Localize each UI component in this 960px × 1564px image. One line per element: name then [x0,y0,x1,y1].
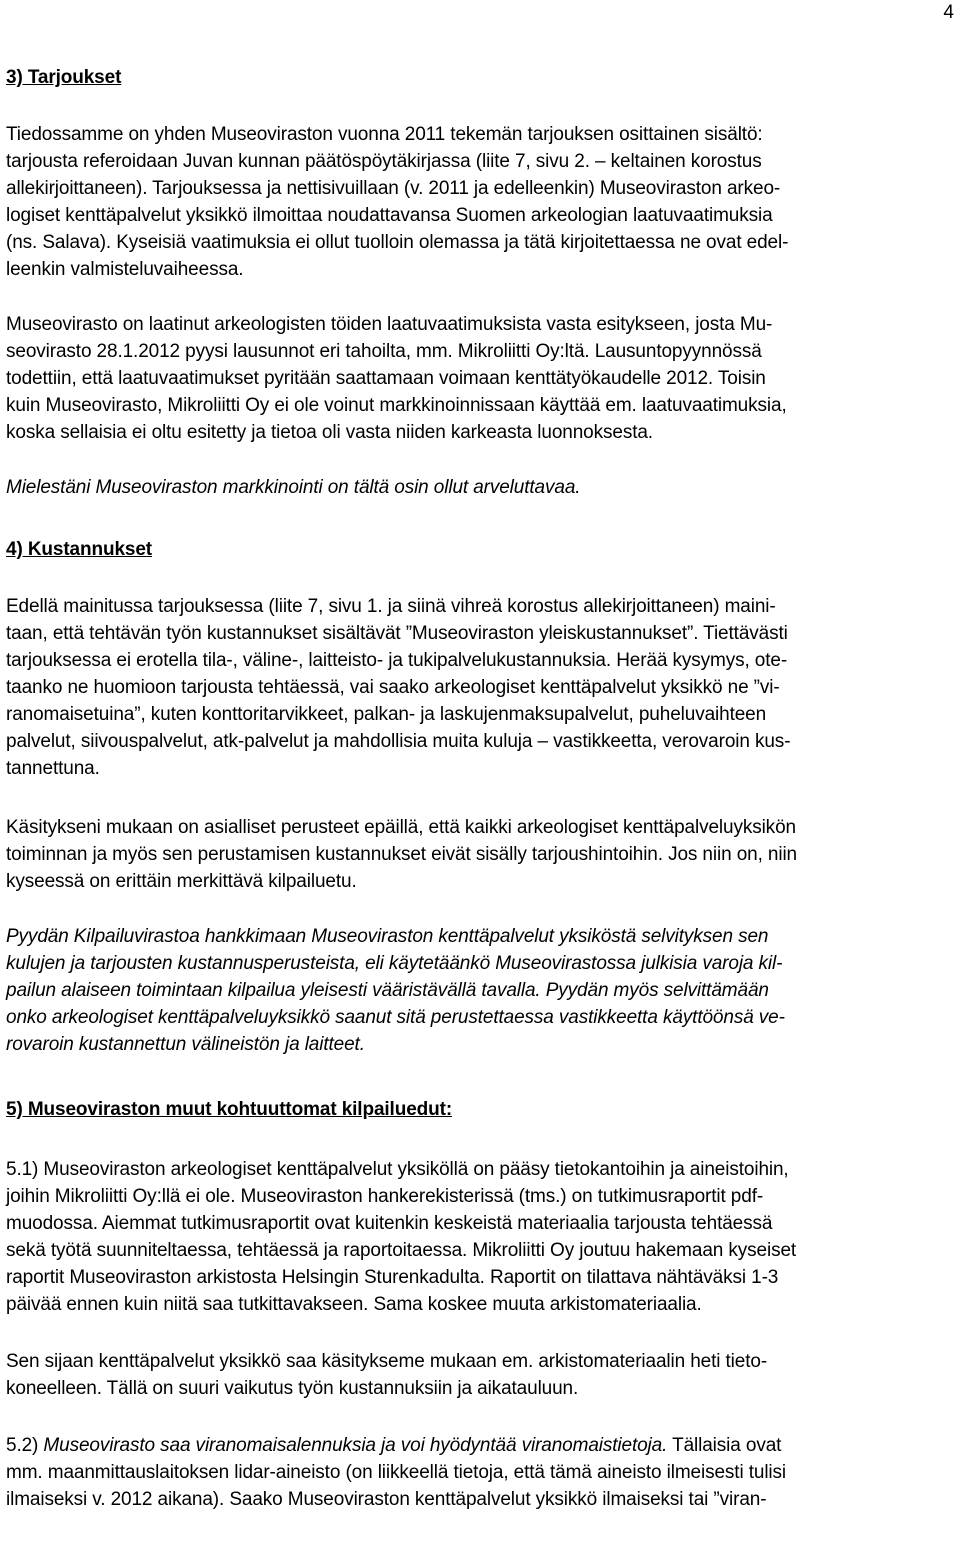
paragraph-kilpailuedut-1: 5.1) Museoviraston arkeologiset kenttäpalvelut yksiköllä on pääsy tietokantoihin ja aineistoihin, joihin Mikroliitti Oy:llä ei ole. Museoviraston hankerekisterissä (tms.) on tutkimusraportit pdf- muodossa. Aiemmat tutkimusraportit ovat kuitenkin keskeistä materiaalia tarjousta tehtäessä sekä työtä suunniteltaessa, tehtäessä ja raportoitaessa. Mikroliitti Oy joutuu hakemaan kyseiset raportit Museoviraston arkistosta Helsingin Sturenkadulta. Raportit on tilattava nähtäväksi 1-3 päivää ennen kuin niitä saa tutkittavakseen. Sama koskee muuta arkistomateriaalia. [6,1159,797,1315]
paragraph-tarjoukset-3: Mielestäni Museoviraston markkinointi on tältä osin ollut arveluttavaa. [6,477,581,498]
document-body [6,64,950,1513]
paragraph-tarjoukset-2: Museovirasto on laatinut arkeologisten töiden laatuvaatimuksista vasta esitykseen, josta Mu- seovirasto 28.1.2012 pyysi lausunnot eri tahoilta, mm. Mikroliitti Oy:ltä. Lausuntopyynnössä todettiin, että laatuvaatimukset pyritään saattamaan voimaan kenttätyökaudelle 2012. Toisin kuin Museovirasto, Mikroliitti Oy ei ole voinut markkinoinnissaan käyttää em. laatuvaatimuksia, koska sellaisia ei oltu esitetty ja tietoa oli vasta niiden karkeasta luonnoksesta. [6,314,787,443]
paragraph-kustannukset-2: Käsitykseni mukaan on asialliset perusteet epäillä, että kaikki arkeologiset kenttäpalveluyksikön toiminnan ja myös sen perustamisen kustannukset eivät sisälly tarjoushintoihin. Jos niin on, niin kyseessä on erittäin merkittävä kilpailuetu. [6,817,797,892]
section-heading-kustannukset: 4) Kustannukset [6,539,153,560]
section-heading-tarjoukset: 3) Tarjoukset [6,67,122,88]
paragraph-kilpailuedut-3 [6,1432,950,1513]
paragraph-kilpailuedut-2: Sen sijaan kenttäpalvelut yksikkö saa käsitykseme mukaan em. arkistomateriaalin heti tieto- koneelleen. Tällä on suuri vaikutus työn kustannuksiin ja aikatauluun. [6,1351,768,1399]
paragraph-kilpailuedut-3-italic: Museovirasto saa viranomaisalennuksia ja voi hyödyntää viranomaistietoja. [43,1435,668,1456]
paragraph-kustannukset-3: Pyydän Kilpailuvirastoa hankkimaan Museoviraston kenttäpalvelut yksiköstä selvityksen sen kulujen ja tarjousten kustannusperusteista, eli käytetäänkö Museovirastossa julkisia varoja kil- pailun alaiseen toimintaan kilpailua yleisesti vääristävällä tavalla. Pyydän myös selvittämään onko arkeologiset kenttäpalveluyksikkö saanut sitä perustettaessa vastikkeetta käyttöönsä ve- rovaroin kustannettun välineistön ja laitteet. [6,926,785,1055]
paragraph-tarjoukset-1: Tiedossamme on yhden Museoviraston vuonna 2011 tekemän tarjouksen osittainen sisältö: tarjousta referoidaan Juvan kunnan päätöspöytäkirjassa (liite 7, sivu 2. – keltainen korostus allekirjoittaneen). Tarjouksessa ja nettisivuillaan (v. 2011 ja edelleenkin) Museoviraston arkeo- logiset kenttäpalvelut yksikkö ilmoittaa noudattavansa Suomen arkeologian laatuvaatimuksia (ns. Salava). Kyseisiä vaatimuksia ei ollut tuolloin olemassa ja tätä kirjoitettaessa ne ovat edel- leenkin valmisteluvaiheessa. [6,124,789,280]
page-number: 4 [943,2,954,23]
paragraph-kilpailuedut-3-lead: 5.2) [6,1435,44,1456]
paragraph-kustannukset-1: Edellä mainitussa tarjouksessa (liite 7, sivu 1. ja siinä vihreä korostus allekirjoittaneen) maini- taan, että tehtävän työn kustannukset sisältävät ”Museoviraston yleiskustannukset”. Tiettävästi tarjouksessa ei erotella tila-, väline-, laitteisto- ja tukipalvelukustannuksia. Herää kysymys, ote- taanko ne huomioon tarjousta tehtäessä, vai saako arkeologiset kenttäpalvelut yksikkö ne ”vi- ranomaisetuina”, kuten konttoritarvikkeet, palkan- ja laskujenmaksupalvelut, puheluvaihteen palvelut, siivouspalvelut, atk-palvelut ja mahdollisia muita kuluja – vastikkeetta, verovaroin kus- tannettuna. [6,596,791,779]
paragraph-kilpailuedut-3-rest: Tällaisia ovat mm. maanmittauslaitoksen lidar-aineisto (on liikkeellä tietoja, että tämä aineisto ilmeisesti tulisi ilmaiseksi v. 2012 aikana). Saako Museoviraston kenttäpalvelut yksikkö ilmaiseksi tai ”viran- [6,1435,786,1510]
section-heading-kilpailuedut: 5) Museoviraston muut kohtuuttomat kilpailuedut: [6,1099,453,1120]
